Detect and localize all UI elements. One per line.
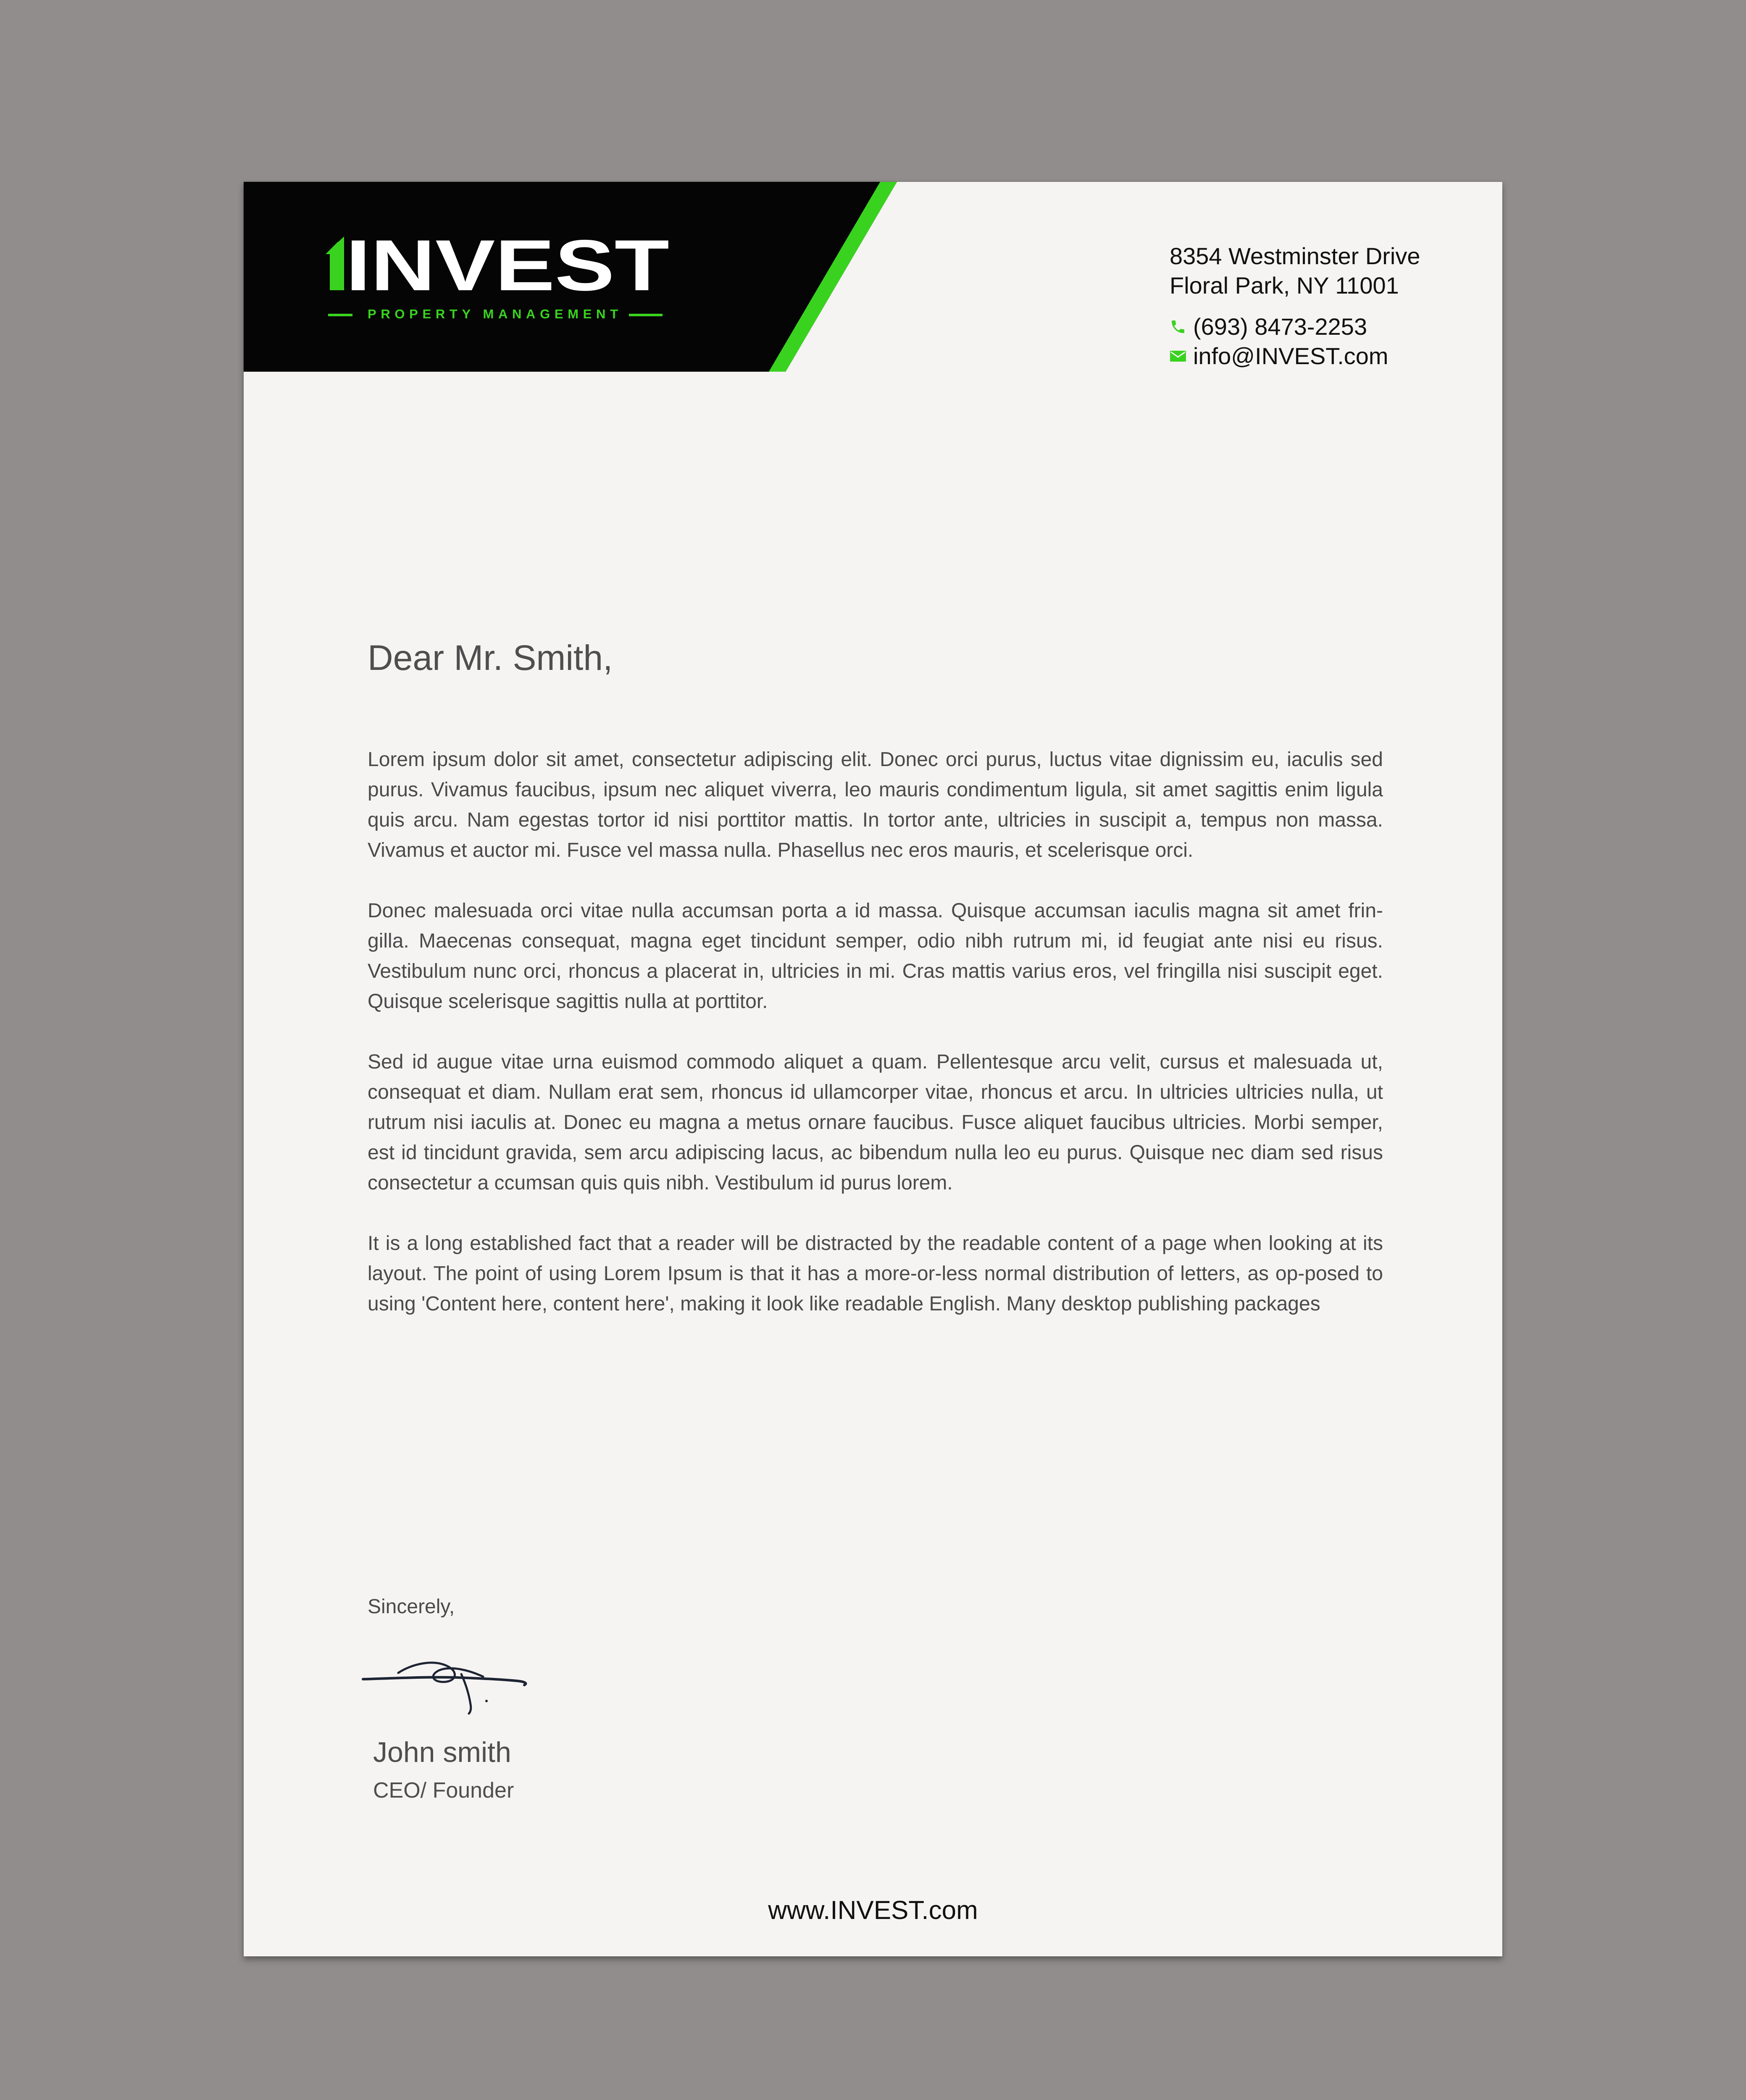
address-line-2: Floral Park, NY 11001 [1170, 272, 1399, 299]
letterhead-page [244, 182, 1502, 1956]
signer-title: CEO/ Founder [373, 1778, 514, 1803]
letter-greeting: Dear Mr. Smith, [368, 638, 613, 677]
signature [360, 1641, 533, 1721]
phone-icon [1170, 318, 1193, 335]
phone-number: (693) 8473-2253 [1193, 313, 1367, 340]
body-paragraph: It is a long established fact that a reader will be distracted by the readable content of a page when looking at its layout. The point of using Lorem Ipsum is that it has a more-or-less normal distribution of letters, as op-posed to using 'Content here, content here', making it look like readable English. Many desktop publishing packages [368, 1232, 1383, 1315]
logo-wordmark: INVEST [346, 232, 669, 306]
address-line-1: 8354 Westminster Drive [1170, 243, 1420, 269]
contact-block [1170, 242, 1464, 371]
footer-website[interactable] [244, 1895, 1502, 1925]
letter-closing: Sincerely, [368, 1596, 455, 1618]
signer-name: John smith [373, 1736, 511, 1768]
letter-body [368, 745, 1383, 1349]
logo-rule-right [629, 314, 663, 316]
phone-row [1170, 312, 1464, 341]
company-logo [326, 232, 683, 329]
body-paragraph: Lorem ipsum dolor sit amet, consectetur adipiscing elit. Donec orci purus, luctus vitae dignissim eu, iaculis sed purus. Vivamus faucibus, ipsum nec aliquet viverra, leo mauris condimentum ligula, sit amet sagittis enim ligula quis arcu. Nam egestas tortor id nisi porttitor mattis. In tortor ante, ultricies in suscipit a, tempus non massa. Vivamus et auctor mi. Fusce vel massa nulla. Phasellus nec eros mauris, et scelerisque orci. [368, 748, 1383, 861]
body-paragraph: Donec malesuada orci vitae nulla accumsan porta a id massa. Quisque accumsan iaculis magna sit amet frin-gilla. Maecenas consequat, magna eget tincidunt semper, odio nibh rutrum mi, id feugiat ante nisi eu risus. Vestibulum nunc orci, rhoncus a placerat in, ultricies in mi. Cras mattis varius eros, vel fringilla nisi suscipit eget. Quisque scelerisque sagittis nulla at porttitor. [368, 900, 1383, 1013]
logo-tagline: PROPERTY MANAGEMENT [368, 307, 618, 321]
logo-rule-left [328, 314, 352, 316]
website-link[interactable]: www.INVEST.com [768, 1896, 978, 1925]
envelope-icon [1170, 350, 1193, 362]
email-row [1170, 341, 1464, 371]
body-paragraph: Sed id augue vitae urna euismod commodo aliquet a quam. Pellentesque arcu velit, cursus et malesuada ut, consequat et diam. Nullam erat sem, rhoncus id ullamcorper vitae, rhoncus et arcu. In ultricies ultricies nulla, ut rutrum nisi iaculis at. Donec eu magna a metus ornare faucibus. Fusce aliquet faucibus ultricies. Morbi semper, est id tincidunt gravida, sem arcu adipiscing lacus, ac bibendum nulla leo eu purus. Quisque nec diam sed risus consectetur a ccumsan quis quis nibh. Vestibulum id purus lorem. [368, 1051, 1383, 1194]
email-address[interactable]: info@INVEST.com [1193, 343, 1388, 369]
